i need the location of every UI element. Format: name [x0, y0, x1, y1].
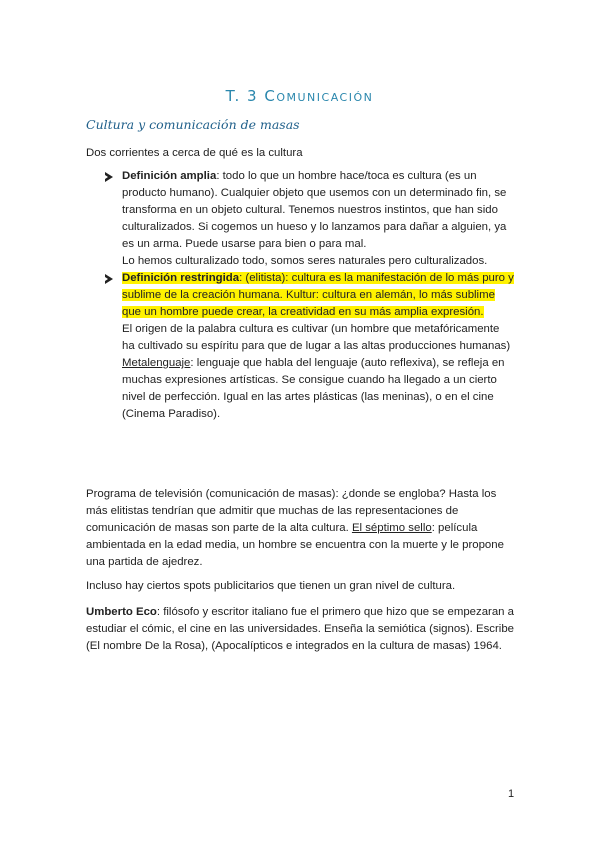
highlighted-definition [122, 272, 514, 318]
bullet-term: Definición amplia [122, 170, 217, 182]
arrow-bullet-icon [105, 274, 113, 284]
bullet-term: Definición restringida [122, 272, 240, 284]
page-number: 1 [508, 788, 515, 800]
bullet-definicion-amplia [105, 168, 515, 270]
arrow-bullet-icon [105, 172, 113, 182]
page-title: T. 3 Comunicación [225, 87, 374, 106]
bullet-text: : todo lo que un hombre hace/toca es cultura (es un producto humano). Cualquier objeto que usemos con un determinado fin, se transforma en un objeto cultural. Tenemos nuestros instintos, que han sido culturalizados. Si cogemos un hueso y lo lanzamos para dañar a alguien, ya es un arma. Puede usarse para bien o para mal. [122, 170, 507, 250]
paragraph-text: Programa de televisión (comunicación de masas): ¿donde se engloba? Hasta los más elitistas tendrían que admitir que muchas de las representaciones de comunicación de masas son parte de la alta cultura. [86, 488, 497, 534]
section-heading: Cultura y comunicación de masas [86, 117, 300, 132]
bullet-text: : (elitista): cultura es la manifestación de lo más puro y sublime de la creación humana. Kultur: cultura en alemán, lo más sublime que un hombre puede crear, la creatividad en su más amplia expresión. [122, 272, 514, 318]
metalenguaje-term: Metalenguaje [122, 357, 191, 369]
paragraph-television [86, 486, 514, 571]
intro-paragraph: Dos corrientes a cerca de qué es la cultura [86, 147, 303, 159]
bullet-content [122, 270, 515, 423]
bullet-extra-line: Lo hemos culturalizado todo, somos seres naturales pero culturalizados. [122, 255, 488, 267]
paragraph-text: : película ambientada en la edad media, un hombre se encuentra con la muerte y le propone una partida de ajedrez. [86, 522, 504, 568]
film-title: El séptimo sello [351, 522, 432, 534]
bullet-content [122, 168, 515, 270]
paragraph-umberto-eco [86, 604, 514, 655]
paragraph-text: : filósofo y escritor italiano fue el primero que hizo que se empezaran a estudiar el cómic, el cine en las universidades. Enseña la semiótica (signos). Escribe (El nombre De la Rosa), (Apocalípticos e integrados en la cultura de masas) 1964. [86, 606, 514, 652]
person-name: Umberto Eco [86, 606, 157, 618]
paragraph-spots: Incluso hay ciertos spots publicitarios que tienen un gran nivel de cultura. [86, 580, 456, 592]
bullet-definicion-restringida [105, 270, 515, 423]
origin-text: El origen de la palabra cultura es cultivar (un hombre que metafóricamente ha cultivado su espíritu para que de lugar a las altas producciones humanas) [122, 323, 511, 352]
metalenguaje-text: : lenguaje que habla del lenguaje (auto reflexiva), se refleja en muchas expresiones artísticas. Se consigue cuando ha llegado a un cierto nivel de perfección. Igual en las artes plásticas (las meninas), o en el cine (Cinema Paradiso). [122, 357, 505, 420]
